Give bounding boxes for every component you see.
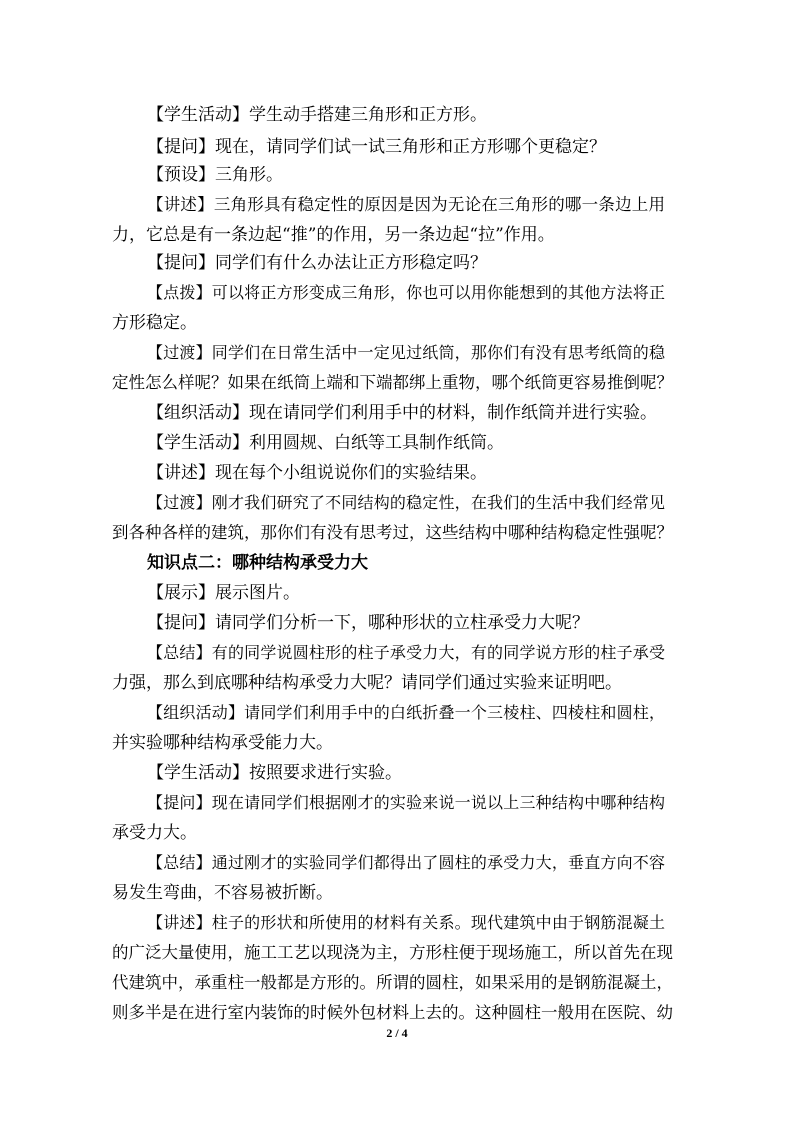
text-line: 【学生活动】学生动手搭建三角形和正方形。	[147, 105, 487, 125]
text-line: 【过渡】同学们在日常生活中一定见过纸筒，那你们有没有思考纸筒的稳	[147, 343, 665, 362]
text-line: 【预设】三角形。	[147, 165, 283, 185]
text-line: 【组织活动】现在请同学们利用手中的材料，制作纸筒并进行实验。	[147, 403, 657, 423]
text-line: 【学生活动】利用圆规、白纸等工具制作纸筒。	[147, 433, 504, 453]
text-line: 【总结】通过刚才的实验同学们都得出了圆柱的承受力大，垂直方向不容	[147, 853, 665, 872]
text-line: 到各种各样的建筑，那你们有没有思考过，这些结构中哪种结构稳定性强呢？	[112, 523, 673, 542]
text-line: 力，它总是有一条边起“推”的作用，另一条边起“拉”作用。	[112, 225, 555, 245]
text-line: 【总结】有的同学说圆柱形的柱子承受力大，有的同学说方形的柱子承受	[147, 643, 665, 662]
text-line: 【提问】现在请同学们根据刚才的实验来说一说以上三种结构中哪种结构	[147, 793, 665, 812]
text-line: 易发生弯曲，不容易被折断。	[112, 883, 333, 903]
text-line: 【点拨】可以将正方形变成三角形，你也可以用你能想到的其他方法将正	[147, 283, 665, 302]
text-line: 【展示】展示图片。	[147, 583, 300, 603]
text-line: 定性怎么样呢？如果在纸筒上端和下端都绑上重物，哪个纸筒更容易推倒呢？	[112, 373, 673, 392]
text-line: 知识点二：哪种结构承受力大	[147, 553, 368, 573]
text-line: 【提问】请同学们分析一下，哪种形状的立柱承受力大呢？	[147, 613, 589, 633]
text-line: 方形稳定。	[112, 313, 197, 333]
text-line: 则多半是在进行室内装饰的时候外包材料上去的。这种圆柱一般用在医院、幼	[112, 1003, 673, 1022]
text-line: 【提问】现在，请同学们试一试三角形和正方形哪个更稳定？	[147, 137, 606, 157]
text-line: 力强，那么到底哪种结构承受力大呢？请同学们通过实验来证明吧。	[112, 673, 622, 693]
text-line: 【学生活动】按照要求进行实验。	[147, 763, 402, 783]
text-line: 【讲述】三角形具有稳定性的原因是因为无论在三角形的哪一条边上用	[147, 195, 665, 214]
text-line: 【讲述】现在每个小组说说你们的实验结果。	[147, 463, 487, 483]
page-number: 2 / 4	[386, 1026, 408, 1040]
text-line: 代建筑中，承重柱一般都是方形的。所谓的圆柱，如果采用的是钢筋混凝土，	[112, 973, 673, 992]
text-line: 承受力大。	[112, 823, 197, 843]
text-line: 【组织活动】请同学们利用手中的白纸折叠一个三棱柱、四棱柱和圆柱，	[147, 703, 665, 722]
text-line: 【讲述】柱子的形状和所使用的材料有关系。现代建筑中由于钢筋混凝土	[147, 913, 665, 932]
text-line: 的广泛大量使用，施工工艺以现浇为主，方形柱便于现场施工，所以首先在现	[112, 943, 673, 962]
text-line: 并实验哪种结构承受能力大。	[112, 733, 333, 753]
text-line: 【过渡】刚才我们研究了不同结构的稳定性，在我们的生活中我们经常见	[147, 493, 665, 512]
text-line: 【提问】同学们有什么办法让正方形稳定吗？	[147, 253, 487, 273]
